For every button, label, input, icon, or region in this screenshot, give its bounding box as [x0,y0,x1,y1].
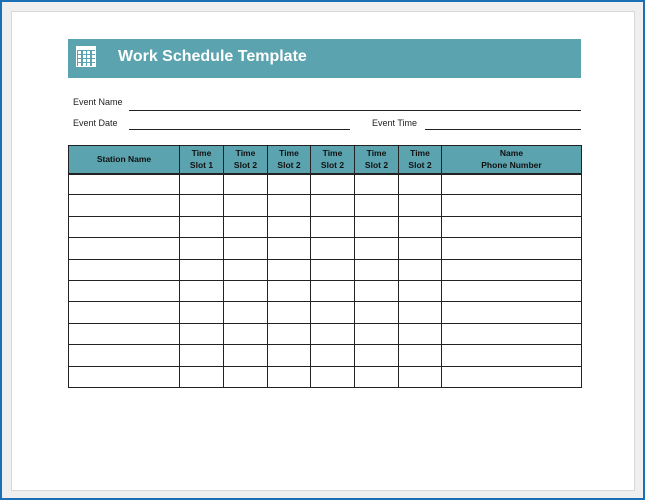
table-cell[interactable] [355,280,399,301]
table-cell[interactable] [69,366,180,387]
column-header [311,146,355,174]
table-cell[interactable] [355,366,399,387]
table-cell[interactable] [69,259,180,280]
table-cell[interactable] [355,216,399,237]
table-cell[interactable] [224,195,268,216]
table-cell[interactable] [268,259,311,280]
table-cell[interactable] [442,174,582,195]
table-cell[interactable] [180,238,224,259]
table-cell[interactable] [355,345,399,366]
table-cell[interactable] [355,302,399,323]
table-cell[interactable] [311,195,355,216]
event-date-label: Event Date [73,118,118,128]
table-cell[interactable] [399,259,442,280]
table-row [69,195,582,216]
column-header [268,146,311,174]
column-header-line: Time [366,148,387,159]
table-cell[interactable] [442,345,582,366]
table-cell[interactable] [442,302,582,323]
table-cell[interactable] [268,302,311,323]
table-cell[interactable] [268,216,311,237]
column-header-line: Slot 1 [189,160,214,171]
column-header-line: Phone Number [481,160,542,171]
page-title: Work Schedule Template [118,48,307,65]
table-cell[interactable] [69,216,180,237]
column-header [355,146,399,174]
table-cell[interactable] [311,323,355,344]
table-cell[interactable] [311,345,355,366]
event-date-field[interactable] [129,129,350,130]
column-header [224,146,268,174]
table-row [69,238,582,259]
column-header [69,146,180,174]
column-header-line: Time [410,148,430,159]
table-row [69,366,582,387]
table-cell[interactable] [268,366,311,387]
title-banner [68,39,581,78]
table-cell[interactable] [268,323,311,344]
event-time-field[interactable] [425,129,581,130]
table-cell[interactable] [442,238,582,259]
table-cell[interactable] [399,238,442,259]
table-cell[interactable] [180,259,224,280]
table-cell[interactable] [311,280,355,301]
table-cell[interactable] [69,345,180,366]
table-cell[interactable] [311,238,355,259]
table-cell[interactable] [442,366,582,387]
table-cell[interactable] [399,280,442,301]
column-header-line: Time [322,148,343,159]
table-cell[interactable] [69,195,180,216]
schedule-table [68,145,582,388]
table-row [69,302,582,323]
event-time-label: Event Time [372,118,418,128]
table-cell[interactable] [69,323,180,344]
column-header [399,146,442,174]
table-cell[interactable] [224,259,268,280]
table-cell[interactable] [180,280,224,301]
table-cell[interactable] [224,174,268,195]
table-cell[interactable] [399,195,442,216]
column-header-line: Slot 2 [408,160,432,171]
table-cell[interactable] [399,174,442,195]
table-cell[interactable] [268,195,311,216]
table-cell[interactable] [399,323,442,344]
table-cell[interactable] [311,174,355,195]
table-cell[interactable] [224,366,268,387]
table-cell[interactable] [311,216,355,237]
table-cell[interactable] [224,238,268,259]
column-header-line: Time [279,148,299,159]
table-cell[interactable] [69,174,180,195]
table-cell[interactable] [355,238,399,259]
column-header [442,146,582,174]
column-header-line: Slot 2 [364,160,389,171]
table-cell[interactable] [311,259,355,280]
column-header-line: Name [499,148,524,159]
table-cell[interactable] [180,366,224,387]
table-cell[interactable] [311,366,355,387]
table-cell[interactable] [442,195,582,216]
calendar-icon [76,46,96,67]
table-cell[interactable] [180,323,224,344]
table-cell[interactable] [268,345,311,366]
table-cell[interactable] [399,302,442,323]
table-cell[interactable] [69,280,180,301]
table-cell[interactable] [268,174,311,195]
table-cell[interactable] [180,216,224,237]
table-row [69,280,582,301]
table-row [69,323,582,344]
table-cell[interactable] [399,366,442,387]
table-row [69,259,582,280]
table-cell[interactable] [355,259,399,280]
table-cell[interactable] [268,238,311,259]
column-header-line: Station Name [96,154,152,165]
table-cell[interactable] [180,195,224,216]
column-header-line: Slot 2 [233,160,258,171]
table-cell[interactable] [224,216,268,237]
table-cell[interactable] [268,280,311,301]
table-cell[interactable] [180,174,224,195]
column-header-line: Time [191,148,212,159]
table-cell[interactable] [224,323,268,344]
table-cell[interactable] [355,195,399,216]
column-header-line: Time [235,148,256,159]
table-cell[interactable] [180,345,224,366]
table-cell[interactable] [442,216,582,237]
table-row [69,174,582,195]
column-header [180,146,224,174]
table-cell[interactable] [224,302,268,323]
table-cell[interactable] [69,238,180,259]
table-cell[interactable] [399,345,442,366]
event-name-field[interactable] [129,110,581,111]
table-cell[interactable] [311,302,355,323]
table-row [69,345,582,366]
table-cell[interactable] [442,280,582,301]
column-header-line: Slot 2 [320,160,345,171]
table-cell[interactable] [355,323,399,344]
table-cell[interactable] [224,345,268,366]
table-cell[interactable] [399,216,442,237]
table-cell[interactable] [355,174,399,195]
table-cell[interactable] [224,280,268,301]
table-row [69,216,582,237]
table-cell[interactable] [442,323,582,344]
table-cell[interactable] [180,302,224,323]
event-name-label: Event Name [73,97,123,107]
table-cell[interactable] [69,302,180,323]
column-header-line: Slot 2 [277,160,301,171]
table-cell[interactable] [442,259,582,280]
